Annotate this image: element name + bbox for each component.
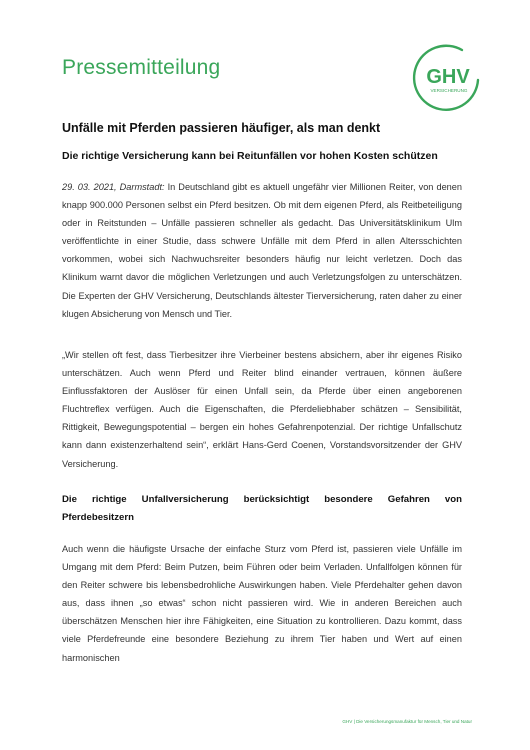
paragraph-1-text: In Deutschland gibt es aktuell ungefähr vier Millionen Reiter, von denen knapp 900.000 Personen selbst ein Pferd besitzen. Ob mit dem eigenen Pferd, als Reitbeteiligung oder in Reitstunden – Unfälle passieren schneller als gedacht. Das Universitätsklinikum Ulm veröffentlichte in einer Studie, dass schwere Unfälle mit dem Pferd in allen Altersschichten vorkommen, wobei sich Nachwuchsreiter besonders häufig nur leicht verletzen. Doch das Klinikum warnt davor die möglichen Verletzungen und auch Verletzungsfolgen zu unterschätzen. Die Experten der GHV Versicherung, Deutschlands ältester Tierversicherung, raten daher zu einer klugen Absicherung von Mensch und Tier. xyxy=(62,182,463,319)
paragraph-1 xyxy=(62,178,462,323)
paragraph-2: „Wir stellen oft fest, dass Tierbesitzer ihre Vierbeiner bestens absichern, aber ihr eigenes Risiko unterschätzen. Auch wenn Pferd und Reiter blind einander vertrauen, können äußere Einflussfaktoren der Auslöser für einen Unfall sein, da Pferde über einen angeborenen Fluchtreflex verfügen. Auch die Eigenschaften, die Pferdeliebhaber schätzen – Sensibilität, Rittigkeit, Bewegungspotential – bergen ein hohes Gefahrenpotenzial. Der richtige Unfallschutz kann dann existenzerhaltend sein“, erklärt Hans-Gerd Coenen, Vorstandsvorsitzender der GHV Versicherung. xyxy=(62,350,462,469)
dateline: 29. 03. 2021, Darmstadt: xyxy=(62,182,165,192)
logo-subtext: VERSICHERUNG xyxy=(430,88,468,93)
headline: Unfälle mit Pferden passieren häufiger, als man denkt xyxy=(62,121,381,135)
subheadline: Die richtige Versicherung kann bei Reitunfällen vor hohen Kosten schützen xyxy=(62,150,438,162)
footer: GHV | Die Versicherungsmanufaktur für Mensch, Tier und Natur xyxy=(342,719,472,724)
logo-text: GHV xyxy=(426,66,470,88)
paragraph-3: Auch wenn die häufigste Ursache der einfache Sturz vom Pferd ist, passieren viele Unfälle im Umgang mit dem Pferd: Beim Putzen, beim Führen oder beim Verladen. Unfallfolgen können für den Reiter schwere bis lebensbedrohliche Auswirkungen haben. Viele Pferdehalter gehen davon aus, dass ihnen „so etwas“ schon nicht passieren wird. Wie in anderen Bereichen auch überschätzen Menschen hier ihre Fähigkeiten, eine Situation zu kontrollieren. Dazu kommt, dass viele Pferdefreunde eine besondere Beziehung zu ihrem Tier haben und Wert auf einen harmonischen xyxy=(62,544,462,663)
ghv-logo xyxy=(408,40,484,116)
section-heading: Die richtige Unfallversicherung berücksichtigt besondere Gefahren von Pferdebesitzern xyxy=(62,494,462,523)
page-title: Pressemitteilung xyxy=(62,56,221,79)
